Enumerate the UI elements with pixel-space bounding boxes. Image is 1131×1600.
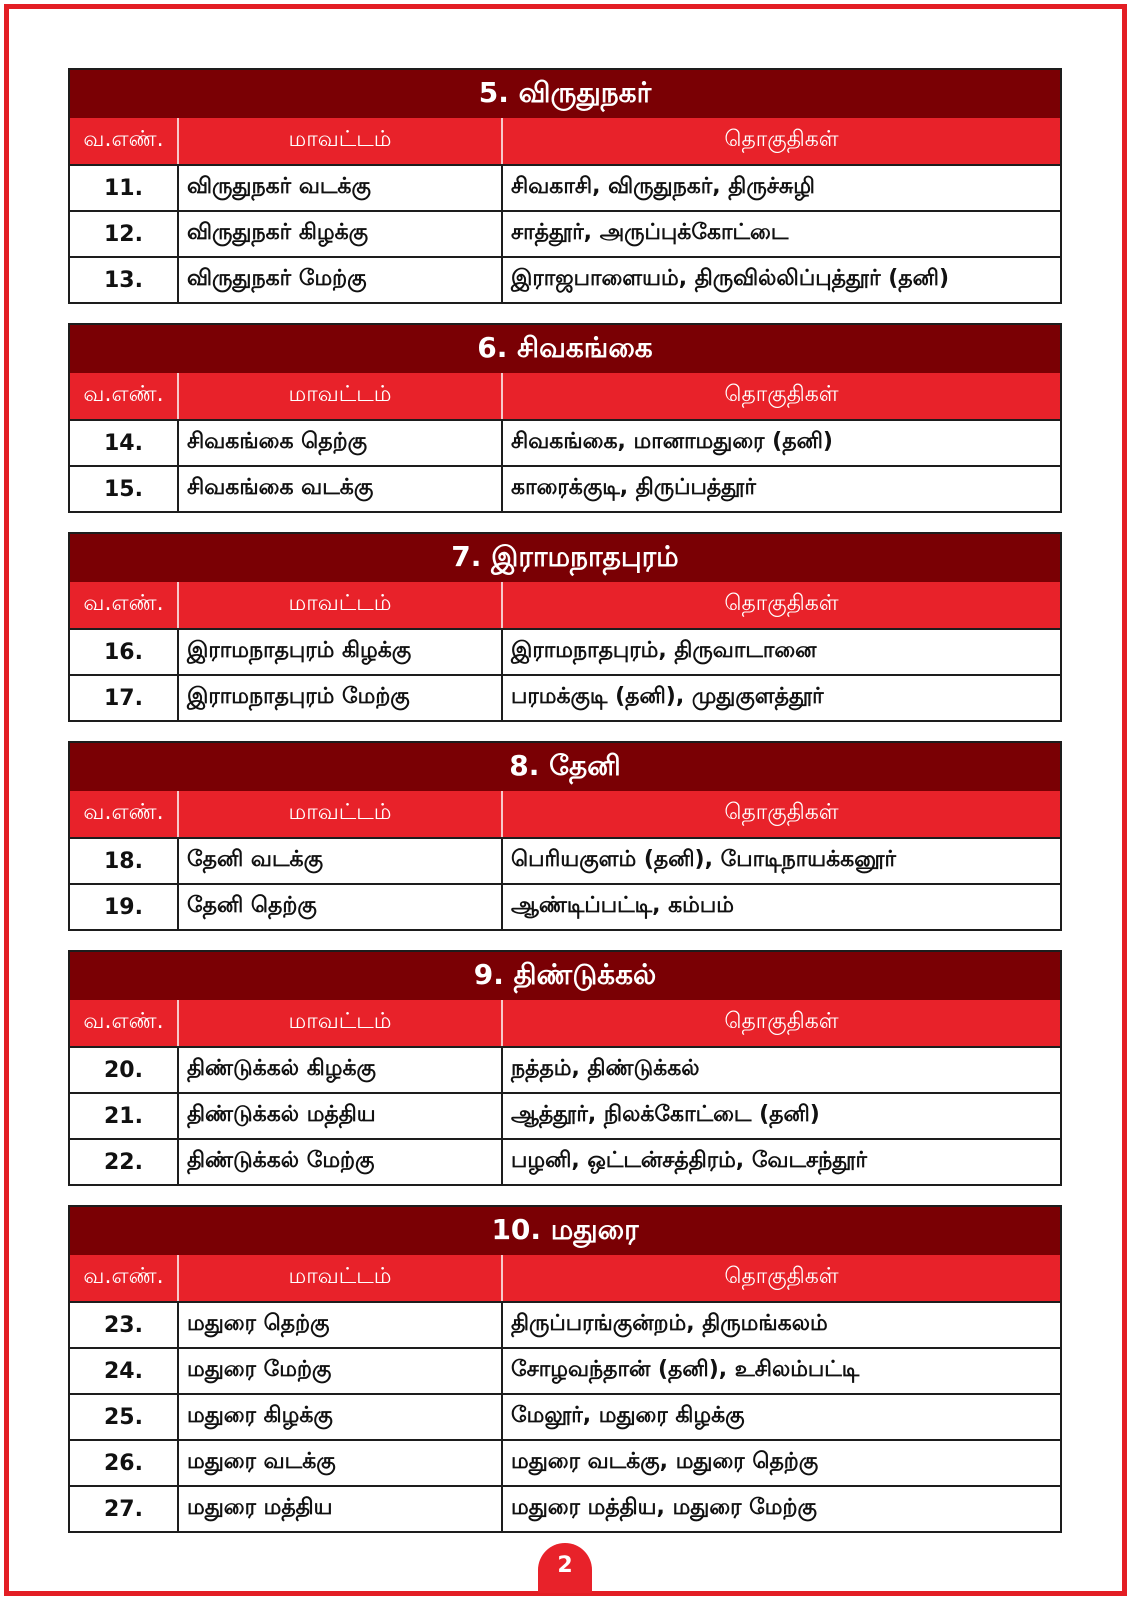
cell-serial-no: 20.	[104, 1057, 143, 1083]
cell-district: தேனி வடக்கு	[177, 839, 501, 883]
district-section	[68, 1205, 1062, 1533]
section-title: 9. திண்டுக்கல்	[70, 952, 1060, 1000]
table-row	[70, 674, 1060, 720]
table-header-row	[70, 1255, 1060, 1301]
cell-district: மதுரை தெற்கு	[177, 1303, 501, 1347]
cell-constituencies: சாத்தூர், அருப்புக்கோட்டை	[501, 212, 1060, 256]
district-section	[68, 741, 1062, 931]
cell-district: சிவகங்கை தெற்கு	[177, 421, 501, 465]
table-row	[70, 1301, 1060, 1347]
page-number: 2	[557, 1552, 573, 1578]
cell-district: மதுரை வடக்கு	[177, 1441, 501, 1485]
cell-serial-no: 14.	[104, 430, 143, 456]
cell-serial-no: 23.	[104, 1312, 143, 1338]
table-header-row	[70, 582, 1060, 628]
page-number-badge	[538, 1543, 592, 1593]
cell-serial-no: 17.	[104, 685, 143, 711]
district-section	[68, 323, 1062, 513]
cell-serial-no: 27.	[104, 1496, 143, 1522]
cell-district: திண்டுக்கல் மேற்கு	[177, 1140, 501, 1184]
section-title: 5. விருதுநகர்	[70, 70, 1060, 118]
cell-district: திண்டுக்கல் மத்திய	[177, 1094, 501, 1138]
section-title: 6. சிவகங்கை	[70, 325, 1060, 373]
cell-district: விருதுநகர் மேற்கு	[177, 258, 501, 302]
cell-district: தேனி தெற்கு	[177, 885, 501, 929]
header-cell-district: மாவட்டம்	[177, 582, 501, 628]
header-cell-district: மாவட்டம்	[177, 373, 501, 419]
table-row	[70, 883, 1060, 929]
header-cell-constituencies: தொகுதிகள்	[501, 582, 1060, 628]
table-header-row	[70, 1000, 1060, 1046]
cell-constituencies: பரமக்குடி (தனி), முதுகுளத்தூர்	[501, 676, 1060, 720]
header-cell-district: மாவட்டம்	[177, 1000, 501, 1046]
header-cell-district: மாவட்டம்	[177, 791, 501, 837]
header-cell-district: மாவட்டம்	[177, 1255, 501, 1301]
cell-serial-no: 18.	[104, 848, 143, 874]
cell-serial-no: 11.	[104, 175, 143, 201]
district-section	[68, 532, 1062, 722]
table-row	[70, 256, 1060, 302]
cell-district: சிவகங்கை வடக்கு	[177, 467, 501, 511]
table-row	[70, 419, 1060, 465]
cell-district: விருதுநகர் கிழக்கு	[177, 212, 501, 256]
cell-district: விருதுநகர் வடக்கு	[177, 166, 501, 210]
table-row	[70, 1138, 1060, 1184]
header-cell-constituencies: தொகுதிகள்	[501, 791, 1060, 837]
table-row	[70, 1046, 1060, 1092]
header-cell-serial-no: வ.எண்.	[83, 1009, 164, 1034]
table-row	[70, 465, 1060, 511]
district-section	[68, 950, 1062, 1186]
cell-serial-no: 15.	[104, 476, 143, 502]
table-header-row	[70, 791, 1060, 837]
cell-constituencies: பெரியகுளம் (தனி), போடிநாயக்கனூர்	[501, 839, 1060, 883]
header-cell-constituencies: தொகுதிகள்	[501, 373, 1060, 419]
table-row	[70, 1439, 1060, 1485]
section-title: 8. தேனி	[70, 743, 1060, 791]
table-header-row	[70, 118, 1060, 164]
section-title: 7. இராமநாதபுரம்	[70, 534, 1060, 582]
cell-constituencies: காரைக்குடி, திருப்பத்தூர்	[501, 467, 1060, 511]
cell-constituencies: திருப்பரங்குன்றம், திருமங்கலம்	[501, 1303, 1060, 1347]
district-section	[68, 68, 1062, 304]
cell-constituencies: சிவகங்கை, மானாமதுரை (தனி)	[501, 421, 1060, 465]
constituency-tables	[68, 68, 1062, 1552]
cell-constituencies: மேலூர், மதுரை கிழக்கு	[501, 1395, 1060, 1439]
header-cell-serial-no: வ.எண்.	[83, 127, 164, 152]
cell-constituencies: மதுரை மத்திய, மதுரை மேற்கு	[501, 1487, 1060, 1531]
header-cell-serial-no: வ.எண்.	[83, 591, 164, 616]
table-row	[70, 1393, 1060, 1439]
header-cell-district: மாவட்டம்	[177, 118, 501, 164]
header-cell-constituencies: தொகுதிகள்	[501, 1255, 1060, 1301]
cell-constituencies: இராமநாதபுரம், திருவாடானை	[501, 630, 1060, 674]
cell-serial-no: 19.	[104, 894, 143, 920]
section-title: 10. மதுரை	[70, 1207, 1060, 1255]
cell-serial-no: 21.	[104, 1103, 143, 1129]
table-row	[70, 837, 1060, 883]
cell-serial-no: 25.	[104, 1404, 143, 1430]
header-cell-serial-no: வ.எண்.	[83, 1264, 164, 1289]
table-row	[70, 1092, 1060, 1138]
cell-district: திண்டுக்கல் கிழக்கு	[177, 1048, 501, 1092]
cell-serial-no: 13.	[104, 267, 143, 293]
cell-district: மதுரை மத்திய	[177, 1487, 501, 1531]
cell-serial-no: 16.	[104, 639, 143, 665]
header-cell-constituencies: தொகுதிகள்	[501, 1000, 1060, 1046]
cell-serial-no: 12.	[104, 221, 143, 247]
table-row	[70, 1347, 1060, 1393]
cell-constituencies: சோழவந்தான் (தனி), உசிலம்பட்டி	[501, 1349, 1060, 1393]
table-header-row	[70, 373, 1060, 419]
cell-district: மதுரை மேற்கு	[177, 1349, 501, 1393]
cell-constituencies: பழனி, ஒட்டன்சத்திரம், வேடசந்தூர்	[501, 1140, 1060, 1184]
cell-serial-no: 22.	[104, 1149, 143, 1175]
table-row	[70, 1485, 1060, 1531]
cell-constituencies: இராஜபாளையம், திருவில்லிப்புத்தூர் (தனி)	[501, 258, 1060, 302]
table-row	[70, 210, 1060, 256]
cell-constituencies: ஆண்டிப்பட்டி, கம்பம்	[501, 885, 1060, 929]
cell-constituencies: நத்தம், திண்டுக்கல்	[501, 1048, 1060, 1092]
cell-district: இராமநாதபுரம் கிழக்கு	[177, 630, 501, 674]
header-cell-constituencies: தொகுதிகள்	[501, 118, 1060, 164]
cell-constituencies: மதுரை வடக்கு, மதுரை தெற்கு	[501, 1441, 1060, 1485]
table-row	[70, 164, 1060, 210]
cell-serial-no: 26.	[104, 1450, 143, 1476]
header-cell-serial-no: வ.எண்.	[83, 800, 164, 825]
cell-district: இராமநாதபுரம் மேற்கு	[177, 676, 501, 720]
cell-constituencies: சிவகாசி, விருதுநகர், திருச்சுழி	[501, 166, 1060, 210]
cell-district: மதுரை கிழக்கு	[177, 1395, 501, 1439]
cell-serial-no: 24.	[104, 1358, 143, 1384]
table-row	[70, 628, 1060, 674]
header-cell-serial-no: வ.எண்.	[83, 382, 164, 407]
cell-constituencies: ஆத்தூர், நிலக்கோட்டை (தனி)	[501, 1094, 1060, 1138]
